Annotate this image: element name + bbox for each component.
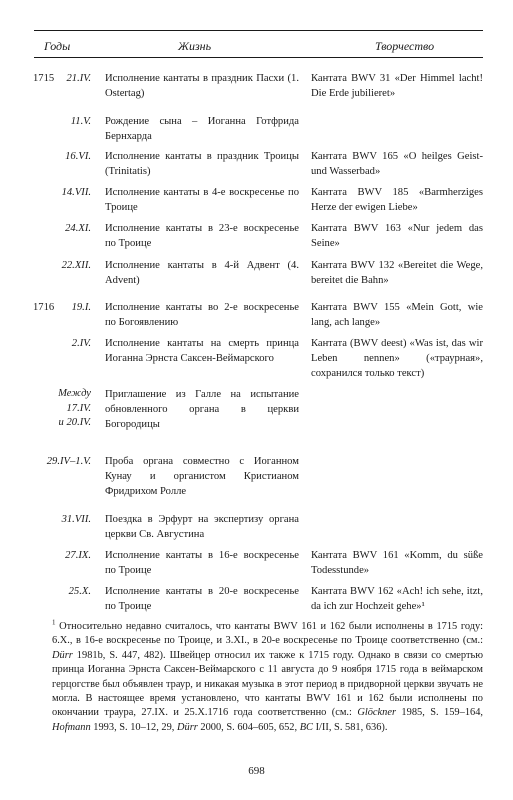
- year-cell: 1716: [33, 302, 55, 313]
- footnote-author: Dürr: [177, 721, 198, 733]
- header-years: Годы: [44, 39, 71, 53]
- footnote-source: BC: [299, 721, 313, 733]
- event-cell: Исполнение кантаты в 23-е воскресенье по Троице: [105, 223, 299, 249]
- footnote-text: 1981b, S. 447, 482). Швейцер относил их также к 1715 году. Однако в связи со смертью принца Иоганна Эрнста Саксен-Веймарского с 11 августа до 9 ноября 1715 года в веймарском герцогстве был объявлен траур, и никакая музыка в этот период в придворной церкви звучать не могла. В настоящее время установлено, что кантаты BWV 161 и 162 были исполнены по окончании траура, 27.IX. и 25.X.1716 года соответственно (см.:: [52, 649, 483, 719]
- date-cell: 31.VII.: [61, 514, 91, 525]
- date-cell: 25.X.: [68, 586, 91, 597]
- work-cell: Кантата BWV 161 «Komm, du süße Todesstunde»: [311, 550, 483, 576]
- page-number: 698: [248, 765, 265, 777]
- date-cell: 16.VI.: [65, 151, 91, 162]
- date-cell: 24.XI.: [65, 223, 91, 234]
- event-cell: Приглашение из Галле на испытание обновленного органа в церкви Богородицы: [105, 389, 299, 430]
- event-cell: Проба органа совместно с Иоганном Кунау и органистом Кристианом Фридрихом Ролле: [105, 456, 299, 497]
- date-cell: 2.IV.: [71, 338, 91, 349]
- work-cell: Кантата BWV 31 «Der Himmel lacht! Die Erde jubilieret»: [311, 73, 483, 99]
- footnote: [52, 620, 483, 735]
- footnote-mark: 1: [52, 618, 56, 627]
- event-cell: Исполнение кантаты в праздник Пасхи (1. Ostertag): [105, 73, 299, 99]
- work-cell: Кантата BWV 132 «Bereitet die Wege, bereitet die Bahn»: [311, 260, 483, 286]
- footnote-text: 2000, S. 604–605, 652,: [197, 721, 300, 733]
- event-cell: Исполнение кантаты в 4-й Адвент (4. Advent): [105, 260, 299, 286]
- date-cell: 27.IX.: [65, 550, 91, 561]
- event-cell: Рождение сына – Иоганна Готфрида Бернхарда: [105, 116, 299, 142]
- event-cell: Исполнение кантаты в 20-е воскресенье по Троице: [105, 586, 299, 612]
- work-cell: Кантата BWV 165 «O heilges Geist- und Wasserbad»: [311, 151, 483, 177]
- footnote-text: 1993, S. 10–12, 29,: [90, 721, 177, 733]
- footnote-author: Hofmann: [52, 721, 91, 733]
- table-top-rule: [34, 30, 483, 31]
- table-header-rule: [34, 57, 483, 58]
- date-cell: 21.IV.: [66, 73, 91, 84]
- date-cell: 14.VII.: [61, 187, 91, 198]
- header-works: Творчество: [375, 39, 435, 53]
- date-cell: 22.XII.: [61, 260, 91, 271]
- date-cell: 11.V.: [70, 116, 91, 127]
- event-cell: Поездка в Эрфурт на экспертизу органа церкви Св. Августина: [105, 514, 299, 540]
- work-cell: Кантата BWV 163 «Nur jedem das Seine»: [311, 223, 483, 249]
- footnote-text: 1985, S. 159–164,: [396, 707, 484, 719]
- work-cell: Кантата BWV 155 «Mein Gott, wie lang, ach lange»: [311, 302, 483, 328]
- date-cell: 19.I.: [71, 302, 91, 313]
- event-cell: Исполнение кантаты во 2-е воскресенье по Богоявлению: [105, 302, 299, 328]
- work-cell: Кантата BWV 185 «Barmherziges Herze der ewigen Liebe»: [311, 187, 483, 213]
- event-cell: Исполнение кантаты в праздник Троицы (Trinitatis): [105, 151, 299, 177]
- footnote-author: Dürr: [52, 649, 73, 661]
- footnote-author: Glöckner: [357, 707, 396, 719]
- work-cell: Кантата (BWV deest) «Was ist, das wir Leben nennen» («траурная», сохранился только текст): [311, 338, 483, 379]
- footnote-text: I/II, S. 581, 636).: [312, 721, 388, 733]
- event-cell: Исполнение кантаты в 16-е воскресенье по Троице: [105, 550, 299, 576]
- year-cell: 1715: [33, 73, 55, 84]
- work-cell: Кантата BWV 162 «Ach! ich sehe, itzt, da ich zur Hochzeit gehe»¹: [311, 586, 483, 612]
- header-life: Жизнь: [178, 39, 212, 53]
- event-cell: Исполнение кантаты в 4-е воскресенье по Троице: [105, 187, 299, 213]
- event-cell: Исполнение кантаты на смерть принца Иоганна Эрнста Саксен-Веймарского: [105, 338, 299, 364]
- date-cell: 29.IV–1.V.: [46, 456, 91, 467]
- footnote-text: Относительно недавно считалось, что кантаты BWV 161 и 162 были исполнены в 1715 году: 6.X., в 16-е воскресенье по Троице, и 3.XI., в 20-е воскресенье по Троице соответственно (см.:: [52, 621, 483, 647]
- date-cell: Между 17.IV. и 20.IV.: [58, 388, 91, 428]
